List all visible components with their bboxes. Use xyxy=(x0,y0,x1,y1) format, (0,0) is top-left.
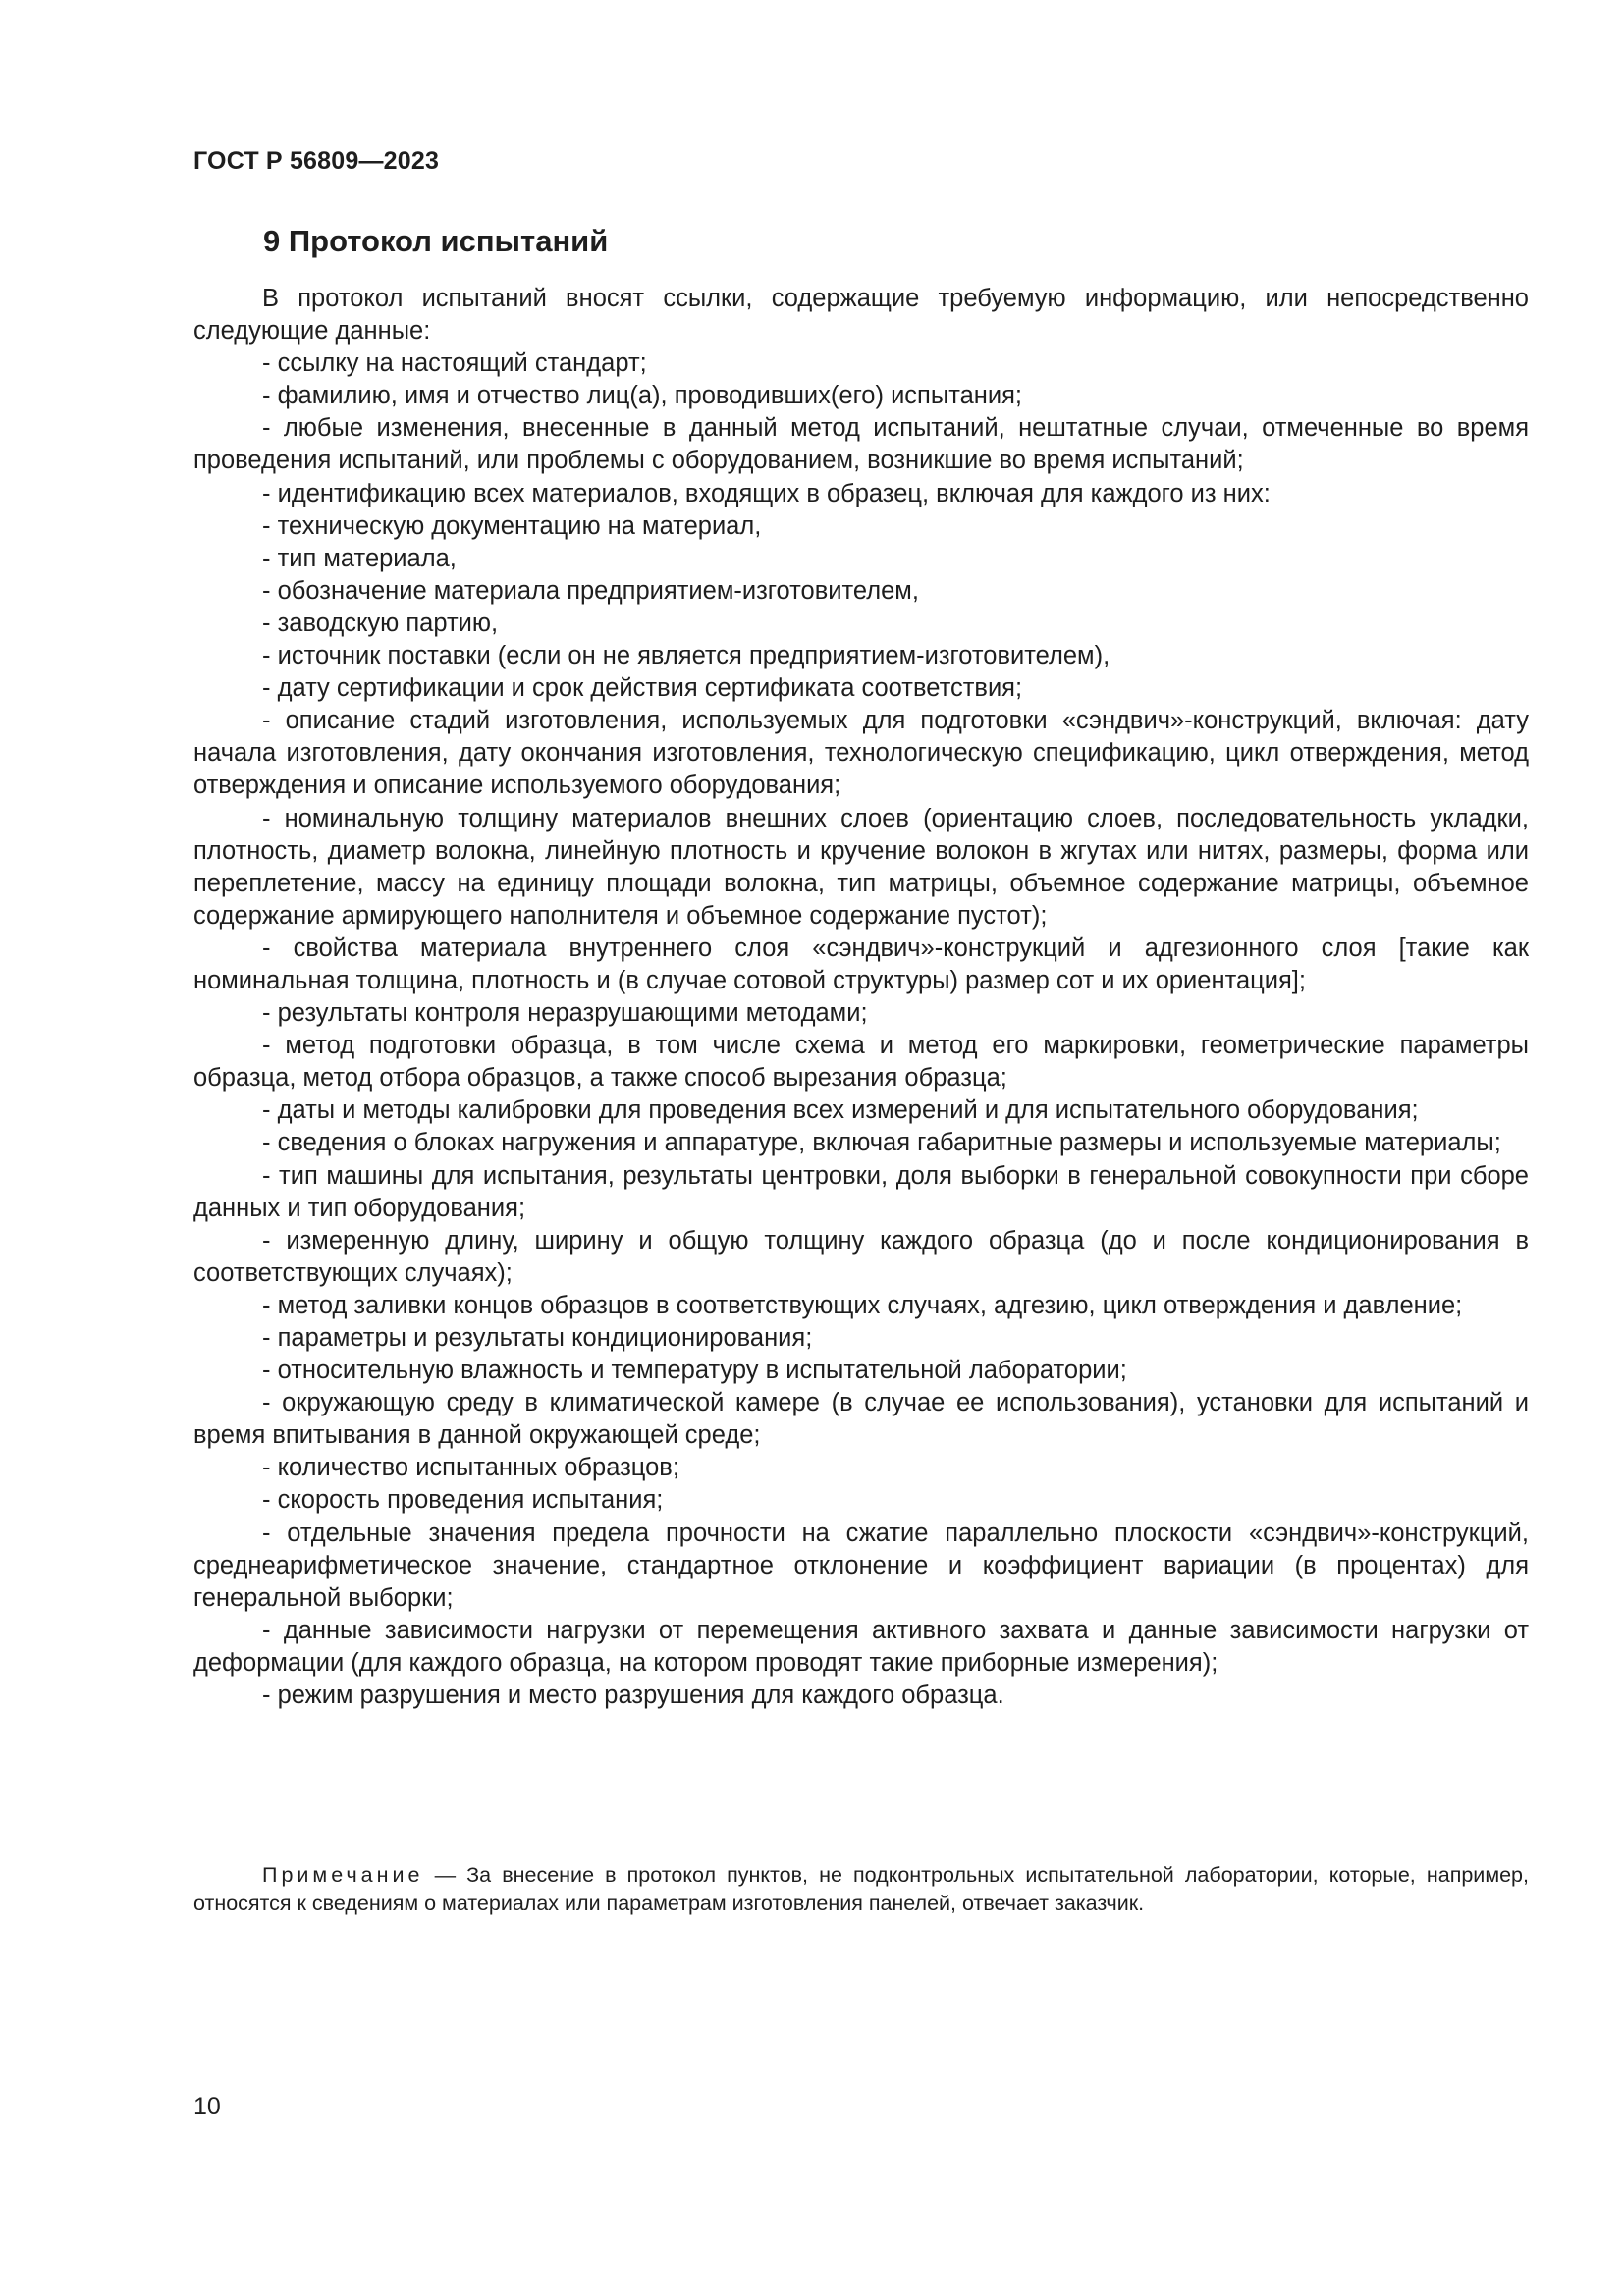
list-item: - обозначение материала предприятием-изготовителем, xyxy=(262,576,919,605)
list-item: - измеренную длину, ширину и общую толщину каждого образца (до и после кондиционирования в соответствующих случаях); xyxy=(193,1226,1529,1287)
list-item: - параметры и результаты кондиционирования; xyxy=(262,1324,813,1352)
list-item: - отдельные значения предела прочности на сжатие параллельно плоскости «сэндвич»-конструкций, среднеарифметическое значение, стандартное отклонение и коэффициент вариации (в процентах) для генеральной выборки; xyxy=(193,1519,1529,1612)
note-label: Примечание xyxy=(262,1863,424,1887)
list-item: - идентификацию всех материалов, входящих в образец, включая для каждого из них: xyxy=(262,479,1271,507)
list-item: - номинальную толщину материалов внешних слоев (ориентацию слоев, последовательность укладки, плотность, диаметр волокна, линейную плотность и кручение волокон в жгутах или нитях, размеры, форма или переплетение, массу на единицу площади волокна, тип матрицы, объемное содержание матрицы, объемное содержание армирующего наполнителя и объемное содержание пустот); xyxy=(193,804,1529,930)
list-item: - источник поставки (если он не является предприятием-изготовителем), xyxy=(262,642,1110,670)
list-item: - количество испытанных образцов; xyxy=(262,1454,679,1482)
note xyxy=(193,1861,1529,1918)
section-body xyxy=(193,283,1529,1712)
section-title: 9 Протокол испытаний xyxy=(263,224,609,258)
list-item: - фамилию, имя и отчество лиц(а), проводивших(его) испытания; xyxy=(262,382,1022,410)
list-item: - данные зависимости нагрузки от перемещения активного захвата и данные зависимости нагрузки от деформации (для каждого образца, на котором проводят такие приборные измерения); xyxy=(193,1616,1529,1677)
list-item: - сведения о блоках нагружения и аппаратуре, включая габаритные размеры и используемые материалы; xyxy=(262,1129,1501,1157)
list-item: - даты и методы калибровки для проведения всех измерений и для испытательного оборудования; xyxy=(262,1096,1419,1125)
page-number: 10 xyxy=(193,2093,221,2120)
list-item: - техническую документацию на материал, xyxy=(262,511,762,540)
list-item: - ссылку на настоящий стандарт; xyxy=(262,349,647,378)
document-code: ГОСТ Р 56809—2023 xyxy=(193,147,440,175)
list-item: - скорость проведения испытания; xyxy=(262,1486,664,1515)
list-item: - дату сертификации и срок действия сертификата соответствия; xyxy=(262,674,1023,703)
list-item: - окружающую среду в климатической камере (в случае ее использования), установки для испытаний и время впитывания в данной окружающей среде; xyxy=(193,1389,1529,1450)
list-item: - тип машины для испытания, результаты центровки, доля выборки в генеральной совокупности при сборе данных и тип оборудования; xyxy=(193,1161,1529,1222)
list-item: - описание стадий изготовления, используемых для подготовки «сэндвич»-конструкций, включая: дату начала изготовления, дату окончания изготовления, технологическую спецификацию, цикл отверждения, метод отверждения и описание используемого оборудования; xyxy=(193,707,1529,800)
list-item: - заводскую партию, xyxy=(262,609,499,637)
list-item: - результаты контроля неразрушающими методами; xyxy=(262,999,868,1028)
note-text: — За внесение в протокол пунктов, не подконтрольных испытательной лаборатории, которые, например, относятся к сведениям о материалах или параметрам изготовления панелей, отвечает заказчик. xyxy=(193,1863,1529,1915)
list-item: - относительную влажность и температуру в испытательной лаборатории; xyxy=(262,1357,1127,1385)
list-item: - тип материала, xyxy=(262,544,457,572)
list-item: - метод подготовки образца, в том числе схема и метод его маркировки, геометрические параметры образца, метод отбора образцов, а также способ вырезания образца; xyxy=(193,1032,1529,1093)
paragraph: В протокол испытаний вносят ссылки, содержащие требуемую информацию, или непосредственно следующие данные: xyxy=(193,285,1529,346)
list-item: - метод заливки концов образцов в соответствующих случаях, адгезию, цикл отверждения и давление; xyxy=(262,1291,1463,1319)
list-item: - любые изменения, внесенные в данный метод испытаний, нештатные случаи, отмеченные во время проведения испытаний, или проблемы с оборудованием, возникшие во время испытаний; xyxy=(193,414,1529,475)
list-item: - режим разрушения и место разрушения для каждого образца. xyxy=(262,1682,1004,1710)
list-item: - свойства материала внутреннего слоя «сэндвич»-конструкций и адгезионного слоя [такие как номинальная толщина, плотность и (в случае сотовой структуры) размер сот и их ориентация]; xyxy=(193,934,1529,994)
